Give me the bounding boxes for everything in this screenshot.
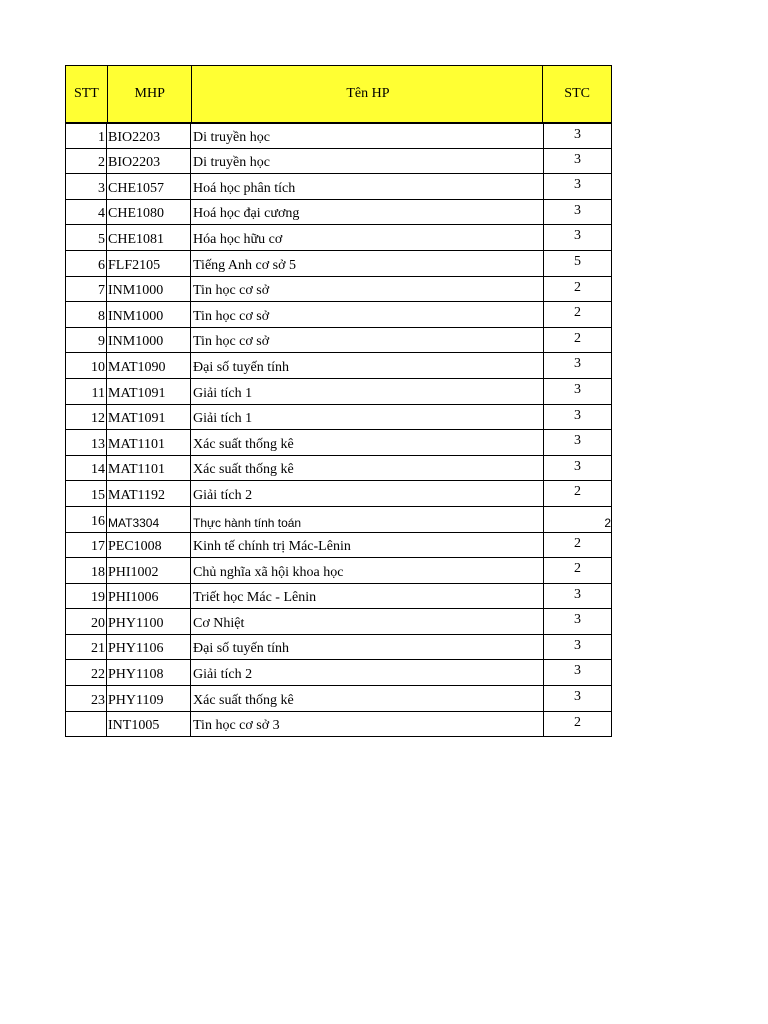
cell-stc: 3	[544, 200, 612, 225]
cell-stc: 2	[544, 481, 612, 506]
table-row	[65, 456, 612, 482]
cell-ten-hp: Giải tích 2	[191, 660, 544, 685]
cell-stc: 2	[544, 558, 612, 583]
cell-stt: 17	[65, 533, 107, 558]
cell-stc: 2	[544, 328, 612, 353]
cell-mhp: INM1000	[107, 328, 191, 353]
table-row	[65, 277, 612, 303]
cell-stc: 2	[544, 712, 612, 737]
cell-ten-hp: Đại số tuyến tính	[191, 353, 544, 378]
cell-ten-hp: Giải tích 2	[191, 481, 544, 506]
table-row	[65, 558, 612, 584]
cell-stt: 5	[65, 225, 107, 250]
table-row	[65, 405, 612, 431]
cell-mhp: PEC1008	[107, 533, 191, 558]
cell-mhp: FLF2105	[107, 251, 191, 276]
table-row	[65, 200, 612, 226]
cell-stc: 3	[544, 584, 612, 609]
table-header	[65, 65, 612, 123]
cell-ten-hp: Tin học cơ sở	[191, 277, 544, 302]
cell-ten-hp: Thực hành tính toán	[191, 507, 544, 532]
cell-ten-hp: Hóa học hữu cơ	[191, 225, 544, 250]
table-body	[65, 123, 612, 737]
cell-ten-hp: Tiếng Anh cơ sở 5	[191, 251, 544, 276]
cell-mhp: BIO2203	[107, 124, 191, 148]
cell-stt: 18	[65, 558, 107, 583]
table-row	[65, 174, 612, 200]
cell-stc: 3	[544, 686, 612, 711]
cell-mhp: CHE1080	[107, 200, 191, 225]
cell-stt: 4	[65, 200, 107, 225]
cell-ten-hp: Xác suất thống kê	[191, 686, 544, 711]
table-row	[65, 379, 612, 405]
cell-stt: 7	[65, 277, 107, 302]
header-stt: STT	[66, 66, 108, 122]
table-row	[65, 507, 612, 533]
cell-stc: 2	[544, 507, 612, 532]
cell-stt: 12	[65, 405, 107, 430]
cell-mhp: INM1000	[107, 302, 191, 327]
cell-ten-hp: Hoá học phân tích	[191, 174, 544, 199]
cell-stt: 19	[65, 584, 107, 609]
cell-ten-hp: Kinh tế chính trị Mác-Lênin	[191, 533, 544, 558]
table-row	[65, 584, 612, 610]
cell-ten-hp: Di truyền học	[191, 149, 544, 174]
cell-mhp: MAT1091	[107, 405, 191, 430]
table-row	[65, 328, 612, 354]
table-row	[65, 225, 612, 251]
cell-stc: 3	[544, 405, 612, 430]
cell-stc: 2	[544, 533, 612, 558]
cell-ten-hp: Xác suất thống kê	[191, 430, 544, 455]
cell-mhp: PHY1108	[107, 660, 191, 685]
cell-stc: 3	[544, 124, 612, 148]
cell-stc: 2	[544, 277, 612, 302]
cell-stc: 3	[544, 225, 612, 250]
cell-ten-hp: Tin học cơ sở	[191, 328, 544, 353]
cell-stc: 2	[544, 302, 612, 327]
cell-stt: 16	[65, 507, 107, 532]
cell-mhp: CHE1057	[107, 174, 191, 199]
cell-ten-hp: Giải tích 1	[191, 379, 544, 404]
table-row	[65, 660, 612, 686]
cell-stc: 3	[544, 149, 612, 174]
cell-ten-hp: Di truyền học	[191, 124, 544, 148]
cell-stt: 2	[65, 149, 107, 174]
cell-stt: 3	[65, 174, 107, 199]
table-row	[65, 609, 612, 635]
cell-ten-hp: Cơ Nhiệt	[191, 609, 544, 634]
cell-mhp: PHY1100	[107, 609, 191, 634]
cell-stt	[65, 712, 107, 737]
cell-mhp: MAT1101	[107, 430, 191, 455]
course-table	[65, 65, 612, 737]
cell-stc: 3	[544, 379, 612, 404]
header-mhp: MHP	[108, 66, 192, 122]
cell-stt: 9	[65, 328, 107, 353]
cell-mhp: BIO2203	[107, 149, 191, 174]
cell-stt: 6	[65, 251, 107, 276]
table-row	[65, 533, 612, 559]
cell-mhp: PHI1006	[107, 584, 191, 609]
cell-stt: 8	[65, 302, 107, 327]
cell-stt: 10	[65, 353, 107, 378]
cell-stt: 20	[65, 609, 107, 634]
cell-stc: 5	[544, 251, 612, 276]
header-stc: STC	[564, 86, 590, 101]
cell-ten-hp: Chủ nghĩa xã hội khoa học	[191, 558, 544, 583]
table-row	[65, 302, 612, 328]
cell-ten-hp: Xác suất thống kê	[191, 456, 544, 481]
cell-mhp: MAT1101	[107, 456, 191, 481]
cell-stt: 23	[65, 686, 107, 711]
cell-ten-hp: Triết học Mác - Lênin	[191, 584, 544, 609]
cell-stt: 21	[65, 635, 107, 660]
cell-stc: 3	[544, 456, 612, 481]
cell-ten-hp: Hoá học đại cương	[191, 200, 544, 225]
cell-ten-hp: Tin học cơ sở 3	[191, 712, 544, 737]
cell-mhp: PHY1109	[107, 686, 191, 711]
cell-mhp: PHY1106	[107, 635, 191, 660]
cell-ten-hp: Giải tích 1	[191, 405, 544, 430]
cell-mhp: INM1000	[107, 277, 191, 302]
cell-stc: 3	[544, 660, 612, 685]
cell-ten-hp: Đại số tuyến tính	[191, 635, 544, 660]
table-row	[65, 353, 612, 379]
cell-stt: 15	[65, 481, 107, 506]
header-ten-hp: Tên HP	[192, 66, 544, 122]
cell-mhp: INT1005	[107, 712, 191, 737]
table-row	[65, 149, 612, 175]
table-row	[65, 712, 612, 738]
cell-stc: 3	[544, 430, 612, 455]
cell-stc: 3	[544, 174, 612, 199]
cell-stt: 13	[65, 430, 107, 455]
cell-stc: 3	[544, 609, 612, 634]
table-row	[65, 251, 612, 277]
table-row	[65, 123, 612, 149]
cell-stt: 22	[65, 660, 107, 685]
cell-mhp: MAT1192	[107, 481, 191, 506]
cell-stt: 1	[65, 124, 107, 148]
table-row	[65, 635, 612, 661]
cell-ten-hp: Tin học cơ sở	[191, 302, 544, 327]
cell-stt: 11	[65, 379, 107, 404]
cell-mhp: MAT3304	[107, 507, 191, 532]
table-row	[65, 481, 612, 507]
cell-stt: 14	[65, 456, 107, 481]
cell-mhp: MAT1091	[107, 379, 191, 404]
table-row	[65, 430, 612, 456]
cell-stc: 3	[544, 635, 612, 660]
cell-mhp: PHI1002	[107, 558, 191, 583]
cell-mhp: CHE1081	[107, 225, 191, 250]
cell-mhp: MAT1090	[107, 353, 191, 378]
cell-stc: 3	[544, 353, 612, 378]
table-row	[65, 686, 612, 712]
